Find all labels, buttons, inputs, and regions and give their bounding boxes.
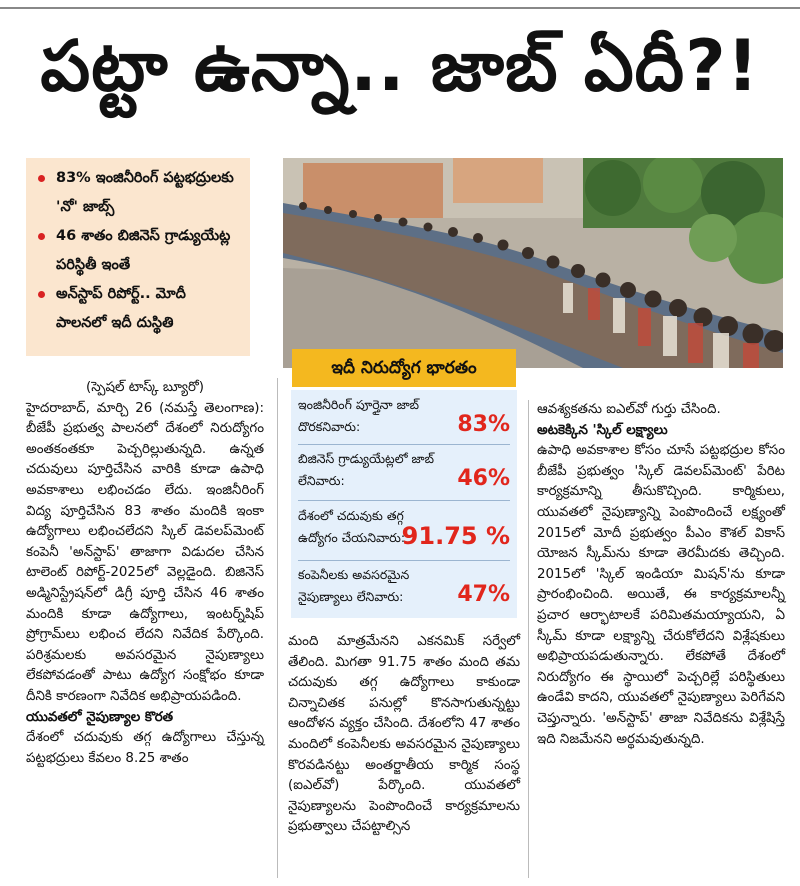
stats-title: ఇదీ నిరుద్యోగ భారతం	[292, 349, 516, 387]
stat-divider	[298, 560, 510, 561]
stat-value: 91.75 %	[401, 522, 510, 550]
crowd-photo-illustration	[283, 158, 783, 368]
highlight-text: అన్‌స్టాప్ రిపోర్ట్.. మోదీ పాలనలో ఇదీ దుస్థితి	[56, 286, 186, 331]
paragraph: మంది మాత్రమేనని ఎకనమిక్ సర్వేలో తేలింది. మిగతా 91.75 శాతం మంది తమ చదువుకు తగ్గ ఉద్యోగాలు కాకుండా చిన్నాచితక పనుల్లో కొనసాగుతున్నట్టు ఆందోళన వ్యక్తం చేసింది. దేశంలోని 47 శాతం మందిలో కంపెనీలకు అవసరమైన నైపుణ్యాలు కొరవడినట్టు అంతర్జాతీయ కార్మిక సంస్థ (ఐఎల్‌వో) పేర్కొంది. యువతలో నైపుణ్యాలను పెంపొందించే కార్యక్రమాలను ప్రభుత్వాలు చేపట్టాల్సిన	[288, 634, 520, 835]
stat-item	[298, 564, 510, 608]
top-rule	[0, 7, 800, 9]
paragraph: హైదరాబాద్, మార్చి 26 (నమస్తే తెలంగాణ): బీజేపీ ప్రభుత్వ పాలనలో దేశంలో నిరుద్యోగం అంతకంతకూ పెచ్చరిల్లుతున్నది. ఉన్నత చదువులు పూర్తిచేసిన వారికి కూడా ఉపాధి అవకాశాలు లభించడం లేదు. ఇంజినీరింగ్ విద్య పూర్తిచేసిన 83 శాతం మందికి ఇంకా ఉద్యోగాలు లభించలేదని స్కిల్ డెవలప్‌మెంట్ కంపెనీ 'అన్‌స్టాప్' తాజాగా విడుదల చేసిన టాలెంట్ రిపోర్ట్-2025లో వెల్లడైంది. బిజినెస్ అడ్మినిస్ట్రేషన్‌లో డిగ్రీ పూర్తి చేసిన 46 శాతం మందికి కూడా ఉద్యోగాలు, ఇంటర్న్‌షిప్ ప్రోగ్రామ్‌లు లభించ లేదని నివేదిక పేర్కొంది. పరిశ్రమలకు అవసరమైన నైపుణ్యాలు లేకపోవడంతో పాటు ఉద్యోగ సంక్షోభం కూడా దీనికి కారణంగా నివేదిక అభిప్రాయపడింది.	[26, 400, 264, 704]
stat-divider	[298, 500, 510, 501]
highlight-text: 83% ఇంజినీరింగ్ పట్టభద్రులకు 'నో' జాబ్స్	[56, 170, 234, 215]
stat-label: ఇంజినీరింగ్ పూర్తైనా జాబ్ దొరకనివారు:	[298, 397, 420, 434]
column-divider	[277, 378, 278, 878]
highlight-text: 46 శాతం బిజినెస్ గ్రాడ్యుయేట్ల పరిస్థితీ ఇంతే	[56, 228, 231, 273]
highlight-item	[38, 164, 240, 222]
highlights-box	[26, 158, 250, 356]
stat-item	[298, 505, 510, 549]
article-column-2	[288, 632, 520, 838]
stat-label: దేశంలో చదువుకు తగ్గ ఉద్యోగం చేయనివారు:	[298, 508, 406, 545]
bullet-dot-icon	[38, 291, 45, 298]
stat-label: కంపెనీలకు అవసరమైన నైపుణ్యాలు లేనివారు:	[298, 567, 410, 604]
subheading: యువతలో నైపుణ్యాల కొరత	[26, 709, 174, 725]
stat-item	[298, 394, 510, 438]
highlight-item	[38, 280, 240, 338]
bullet-dot-icon	[38, 233, 45, 240]
headline: పట్టా ఉన్నా.. జాబ్ ఏదీ?!	[40, 25, 760, 107]
paragraph: ఉపాధి అవకాశాల కోసం చూసే పట్టభద్రుల కోసం బీజేపీ ప్రభుత్వం 'స్కిల్ డెవలప్‌మెంట్' పేరిట కార్యక్రమాన్ని తీసుకొచ్చింది. కార్మికులు, యువతలో నైపుణ్యాన్ని పెంపొందించే లక్ష్యంతో 2015లో మోదీ ప్రభుత్వం పీఎం కౌశల్ వికాస్ యోజన స్కీమ్‌ను కూడా తెరమీదకు తెచ్చింది. 2015లో 'స్కిల్ ఇండియా మిషన్'ను కూడా ప్రారంభించింది. అయితే, ఈ కార్యక్రమాలన్నీ ప్రచార ఆర్భాటాలకే పరిమితమయ్యాయని, ఏ స్కీమ్ కూడా లక్ష్యాన్ని చేరుకోలేదని విశ్లేషకులు అభిప్రాయపడుతున్నారు. లేకపోతే దేశంలో నిరుద్యోగం ఈ స్థాయిలో పెచ్చరిల్లే పరిస్థితులు ఉండేవి కాదని, యువతలో నైపుణ్యాలు పెరిగేవని చెప్తున్నారు. 'అన్‌స్టాప్' తాజా నివేదికను విశ్లేషిస్తే ఇది నిజమేనని అర్థమవుతున్నది.	[537, 443, 785, 747]
stat-divider	[298, 444, 510, 445]
paragraph: దేశంలో చదువుకు తగ్గ ఉద్యోగాలు చేస్తున్న పట్టభద్రులు కేవలం 8.25 శాతం	[26, 730, 264, 766]
stat-value: 83%	[457, 412, 510, 437]
paragraph: ఆవశ్యకతను ఐఎల్‌వో గుర్తు చేసింది.	[537, 402, 721, 417]
stat-value: 46%	[457, 466, 510, 491]
news-photo-job-queue	[283, 158, 783, 368]
article-column-3	[537, 400, 785, 750]
highlight-item	[38, 222, 240, 280]
subheading: అటకెక్కిన 'స్కిల్ లక్ష్యాలు	[537, 422, 668, 438]
bullet-dot-icon	[38, 175, 45, 182]
stat-label: బిజినెస్ గ్రాడ్యుయేట్లలో జాబ్ లేనివారు:	[298, 451, 434, 488]
stat-item	[298, 448, 510, 492]
article-column-1	[26, 378, 264, 769]
byline: (స్పెషల్ టాస్క్ బ్యూరో)	[85, 380, 204, 395]
column-divider	[528, 400, 529, 878]
stat-value: 47%	[457, 582, 510, 607]
